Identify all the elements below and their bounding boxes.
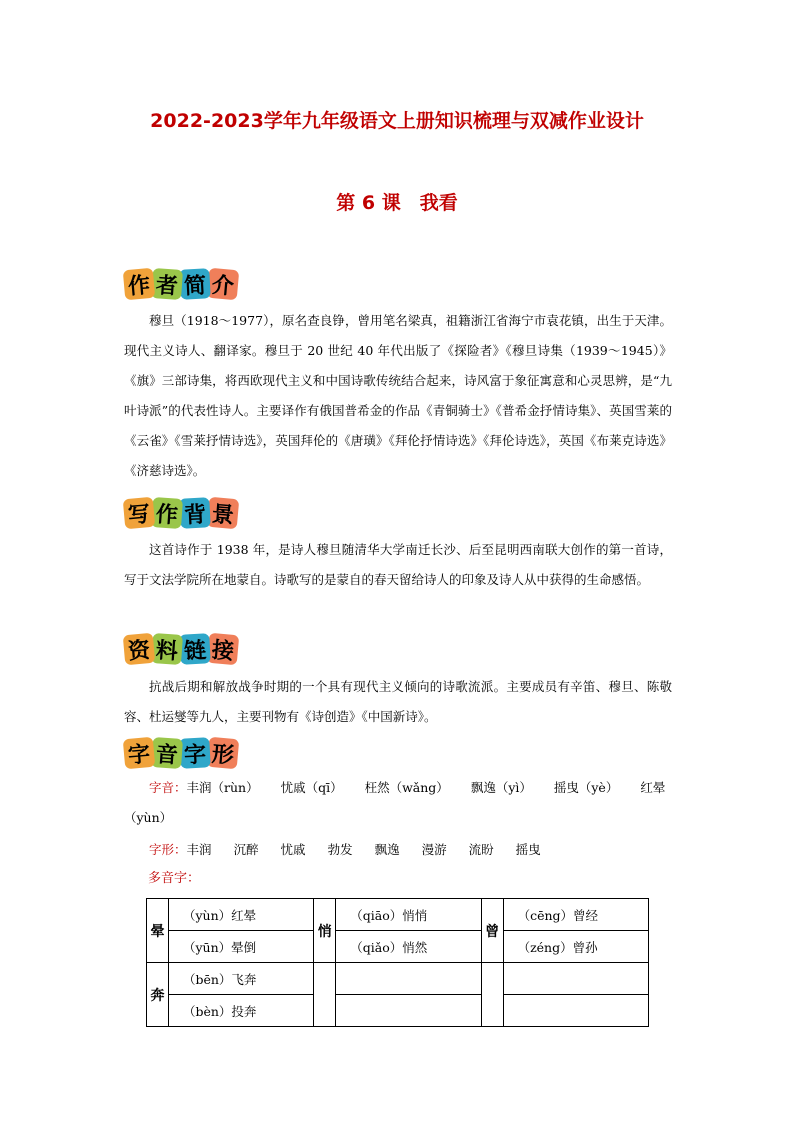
- pron-item: 飘逸（yì）: [470, 780, 532, 795]
- page-title: 2022-2023学年九年级语文上册知识梳理与双减作业设计: [150, 110, 644, 132]
- pron-item: 丰润（rùn）: [186, 780, 259, 795]
- poly-char: 晕: [147, 899, 169, 963]
- poly-char: 悄: [314, 899, 336, 963]
- empty-cell: [336, 995, 481, 1027]
- form-line: [124, 835, 672, 865]
- pron-item: 摇曳（yè）: [553, 780, 619, 795]
- table-row: [147, 931, 649, 963]
- material-text: 抗战后期和解放战争时期的一个具有现代主义倾向的诗歌流派。主要成员有辛笛、穆旦、陈敬容、杜运燮等九人，主要刊物有《诗创造》《中国新诗》。: [124, 679, 672, 724]
- poly-entry: （yūn）晕倒: [168, 931, 313, 963]
- table-row: [147, 899, 649, 931]
- header-tile: 写: [123, 497, 156, 530]
- author-intro-text: 穆旦（1918～1977），原名查良铮，曾用笔名梁真，祖籍浙江省海宁市袁花镇，出生于天津。现代主义诗人、翻译家。穆旦于 20 世纪 40 年代出版了《探险者》《穆旦诗集（1939～1945）》《旗》三部诗集，将西欧现代主义和中国诗歌传统结合起来，诗风富于象征寓意和心灵思辨，是“九叶诗派”的代表性诗人。主要译作有俄国普希金的作品《青铜骑士》《普希金抒情诗集》、英国雪莱的《云雀》《雪莱抒情诗选》，英国拜伦的《唐璜》《拜伦抒情诗选》《拜伦诗选》，英国《布莱克诗选》《济慈诗选》。: [124, 313, 672, 478]
- header-tile: 作: [123, 268, 156, 301]
- section-header-background: [124, 495, 238, 531]
- form-item: 摇曳: [515, 842, 541, 857]
- empty-cell: [503, 995, 648, 1027]
- header-tile: 资: [123, 633, 156, 666]
- poly-char: 奔: [147, 963, 169, 1027]
- form-item: 沉醉: [233, 842, 259, 857]
- table-row: [147, 995, 649, 1027]
- header-tile: 链: [179, 633, 211, 665]
- polyphonic-table: [146, 898, 649, 1027]
- poly-entry: （bèn）投奔: [168, 995, 313, 1027]
- header-tile: 作: [151, 497, 183, 529]
- background-text: 这首诗作于 1938 年，是诗人穆旦随清华大学南迁长沙、后至昆明西南联大创作的第一首诗，写于文法学院所在地蒙自。诗歌写的是蒙自的春天留给诗人的印象及诗人从中获得的生命感悟。: [124, 542, 672, 587]
- section-header-author: [124, 266, 238, 302]
- section-header-material: [124, 631, 238, 667]
- header-tile: 接: [207, 633, 240, 666]
- header-tile: 字: [123, 737, 156, 770]
- empty-cell: [314, 963, 336, 1027]
- poly-entry: （yùn）红晕: [168, 899, 313, 931]
- header-tile: 音: [151, 737, 183, 769]
- pronunciation-label: 字音：: [149, 780, 187, 795]
- poly-entry: （cēng）曾经: [503, 899, 648, 931]
- header-tile: 背: [179, 497, 211, 529]
- lesson-title: 第 6 课 我看: [336, 192, 458, 214]
- poly-entry: （zéng）曾孙: [503, 931, 648, 963]
- polyphonic-label: 多音字：: [148, 871, 201, 886]
- poly-entry: （qiāo）悄悄: [336, 899, 481, 931]
- form-item: 流盼: [468, 842, 494, 857]
- pron-item: 忧戚（qī）: [280, 780, 343, 795]
- poly-char: 曾: [481, 899, 503, 963]
- header-tile: 介: [207, 268, 240, 301]
- header-tile: 形: [207, 737, 240, 770]
- form-item: 漫游: [421, 842, 447, 857]
- poly-entry: （bēn）飞奔: [168, 963, 313, 995]
- form-item: 勃发: [327, 842, 353, 857]
- section-header-zhuyin: [124, 735, 238, 771]
- header-tile: 料: [151, 633, 183, 665]
- form-item: 丰润: [186, 842, 212, 857]
- form-label: 字形：: [149, 842, 187, 857]
- empty-cell: [503, 963, 648, 995]
- header-tile: 景: [207, 497, 240, 530]
- empty-cell: [481, 963, 503, 1027]
- header-tile: 者: [151, 268, 183, 300]
- table-row: [147, 963, 649, 995]
- form-item: 飘逸: [374, 842, 400, 857]
- empty-cell: [336, 963, 481, 995]
- form-item: 忧戚: [280, 842, 306, 857]
- pron-item: 枉然（wǎng）: [364, 780, 449, 795]
- header-tile: 简: [179, 268, 211, 300]
- header-tile: 字: [179, 737, 211, 769]
- pronunciation-line: [124, 773, 672, 833]
- pron-item: 红晕（yùn）: [124, 780, 666, 825]
- poly-entry: （qiǎo）悄然: [336, 931, 481, 963]
